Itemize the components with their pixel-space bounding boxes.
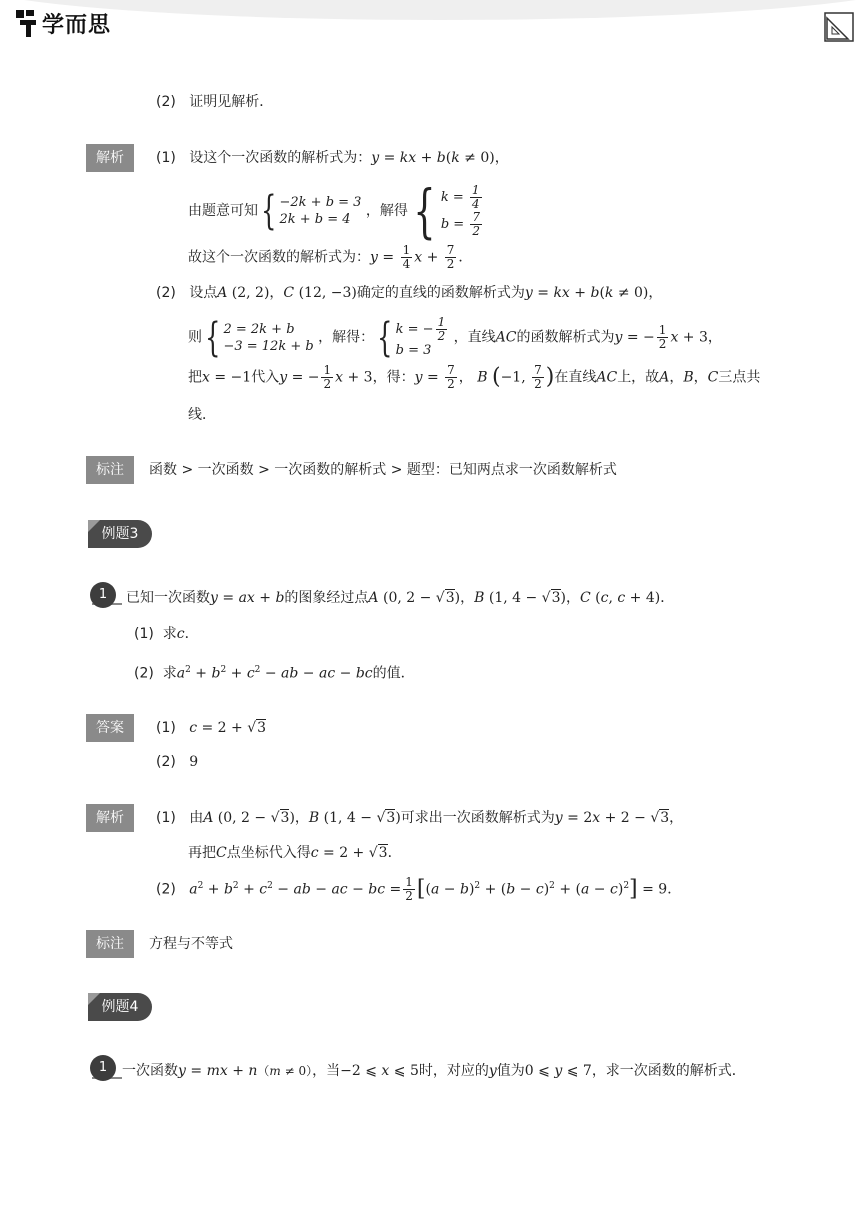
jiexi-p2-line1: (2) 设点A (2, 2)，C (12, −3)确定的直线的函数解析式为y = kx + b(k ≠ 0)， <box>156 285 663 301</box>
jiexi-p2-line3: 把x = −1代入y = − $\frac{1}{2}$ x + 3，得：y = $\frac{7}{2}$ ， B (−1, $\frac{7}{2}$ )在直线AC上，故A，B，C三点共 <box>188 363 761 391</box>
ex3-answer-2: (2) 9 <box>156 754 199 770</box>
badge-corner <box>88 993 100 1005</box>
ex3-jiexi-2: (2) $a^2 + b^2 + c^2$ − ab − ac − bc = $\frac{1}{2}$ $[(a - b)^2 + (b - c)^2 + (a - c)^2] = 9$． <box>156 875 682 904</box>
logo-icon <box>14 8 40 38</box>
ex3-question: 已知一次函数y = ax + b的图象经过点A (0, 2 − √3)，B (1, 4 − √3)，C (c, c + 4)． <box>126 590 675 606</box>
ex3-biaozhu-tag: 标注 <box>86 930 134 958</box>
jiexi-p1-line2: 由题意可知{ −2k + b = 3 2k + b = 4 ，解得{ k = $\frac{1}{4}$ b = $\frac{7}{2}$ <box>188 177 480 245</box>
daan-tag: 答案 <box>86 714 134 742</box>
jiexi-p2-line2: 则{ 2 = 2k + b −3 = 12k + b ，解得：{ k = − $\frac{1}{2}$ b = 3 ，直线AC的函数解析式为y = − $\frac{1}{2}$ x + 3， <box>188 314 722 361</box>
ex3-q1: (1) 求c． <box>134 626 199 642</box>
question-number: 1 <box>90 1055 116 1081</box>
ex3-answer-1: (1) c = 2 + √3 <box>156 720 267 736</box>
jiexi-p1-line1: (1) 设这个一次函数的解析式为：y = kx + b(k ≠ 0)， <box>156 150 509 166</box>
jiexi-p2-line4: 线． <box>188 407 216 423</box>
ex3-jiexi-1: (1) 由A (0, 2 − √3)，B (1, 4 − √3)可求出一次函数解析式为y = 2x + 2 − √3， <box>156 810 684 826</box>
biaozhu-text: 函数 > 一次函数 > 一次函数的解析式 > 题型：已知两点求一次函数解析式 <box>149 462 617 478</box>
prev-answer-2: (2) 证明见解析． <box>156 94 274 110</box>
ex3-jiexi-tag: 解析 <box>86 804 134 832</box>
header-bar <box>0 0 868 46</box>
logo-text: 学而思 <box>42 13 112 38</box>
ex4-question: 一次函数y = mx + n（m ≠ 0），当−2 ⩽ x ⩽ 5时，对应的y值为0 ⩽ y ⩽ 7，求一次函数的解析式． <box>122 1063 746 1079</box>
header-swoosh <box>0 0 868 20</box>
badge-corner <box>88 520 100 532</box>
jiexi-tag: 解析 <box>86 144 134 172</box>
jiexi-p1-line3: 故这个一次函数的解析式为：y = $\frac{1}{4}$ x + $\frac{7}{2}$ ． <box>188 243 473 271</box>
ex3-q2: (2) 求$a^2 + b^2 + c^2$ − ab − ac − bc的值． <box>134 665 415 682</box>
biaozhu-tag: 标注 <box>86 456 134 484</box>
corner-ruler-icon <box>824 12 854 42</box>
question-number: 1 <box>90 582 116 608</box>
ex3-biaozhu-text: 方程与不等式 <box>149 936 233 952</box>
example-4-badge: 例题4 <box>88 993 152 1021</box>
ex3-jiexi-1b: 再把C点坐标代入得c = 2 + √3． <box>188 845 402 861</box>
example-3-badge: 例题3 <box>88 520 152 548</box>
